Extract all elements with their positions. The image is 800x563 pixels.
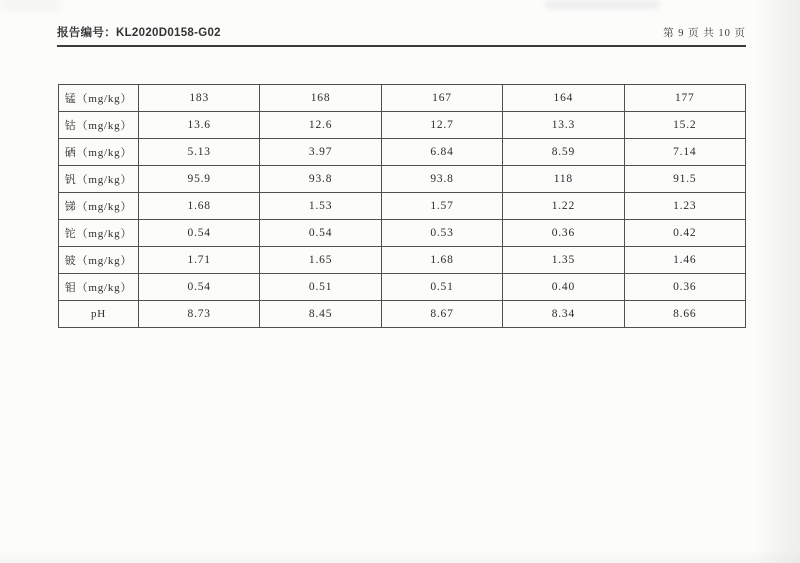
- report-number-label: 报告编号：: [57, 27, 116, 39]
- measurement-table-body: [59, 85, 746, 328]
- value-cell: 93.8: [381, 166, 502, 193]
- row-label: 硒（mg/kg）: [59, 139, 139, 166]
- value-cell: 8.59: [503, 139, 624, 166]
- value-cell: 0.54: [139, 220, 260, 247]
- value-cell: 8.66: [624, 301, 745, 328]
- value-cell: 0.51: [260, 274, 381, 301]
- value-cell: 164: [503, 85, 624, 112]
- value-cell: 1.68: [381, 247, 502, 274]
- value-cell: 0.53: [381, 220, 502, 247]
- value-cell: 0.54: [260, 220, 381, 247]
- value-cell: 95.9: [139, 166, 260, 193]
- value-cell: 1.35: [503, 247, 624, 274]
- value-cell: 3.97: [260, 139, 381, 166]
- value-cell: 91.5: [624, 166, 745, 193]
- table-row: [59, 112, 746, 139]
- value-cell: 13.6: [139, 112, 260, 139]
- value-cell: 1.57: [381, 193, 502, 220]
- scan-smudge-corner: [0, 0, 60, 10]
- row-label: 铊（mg/kg）: [59, 220, 139, 247]
- value-cell: 0.54: [139, 274, 260, 301]
- page-header: [57, 24, 746, 40]
- value-cell: 15.2: [624, 112, 745, 139]
- value-cell: 1.68: [139, 193, 260, 220]
- value-cell: 0.51: [381, 274, 502, 301]
- value-cell: 12.6: [260, 112, 381, 139]
- table-row: [59, 139, 746, 166]
- value-cell: 167: [381, 85, 502, 112]
- value-cell: 177: [624, 85, 745, 112]
- table-row: [59, 220, 746, 247]
- value-cell: 6.84: [381, 139, 502, 166]
- value-cell: 183: [139, 85, 260, 112]
- table-row: [59, 274, 746, 301]
- value-cell: 1.23: [624, 193, 745, 220]
- row-label: pH: [59, 301, 139, 328]
- value-cell: 0.36: [503, 220, 624, 247]
- value-cell: 13.3: [503, 112, 624, 139]
- table-row: [59, 301, 746, 328]
- row-label: 锰（mg/kg）: [59, 85, 139, 112]
- value-cell: 168: [260, 85, 381, 112]
- page-indicator: 第 9 页 共 10 页: [663, 28, 746, 39]
- value-cell: 1.53: [260, 193, 381, 220]
- table-row: [59, 166, 746, 193]
- value-cell: 118: [503, 166, 624, 193]
- value-cell: 0.42: [624, 220, 745, 247]
- value-cell: 8.34: [503, 301, 624, 328]
- value-cell: 0.40: [503, 274, 624, 301]
- report-number: [57, 24, 221, 40]
- scan-edge-shadow-right: [755, 0, 800, 563]
- row-label: 锑（mg/kg）: [59, 193, 139, 220]
- value-cell: 8.73: [139, 301, 260, 328]
- value-cell: 1.71: [139, 247, 260, 274]
- row-label: 钼（mg/kg）: [59, 274, 139, 301]
- value-cell: 12.7: [381, 112, 502, 139]
- report-number-value: KL2020D0158-G02: [116, 27, 221, 39]
- row-label: 钴（mg/kg）: [59, 112, 139, 139]
- table-row: [59, 247, 746, 274]
- header-divider-line: [57, 45, 746, 47]
- value-cell: 1.46: [624, 247, 745, 274]
- measurement-table: [58, 84, 746, 328]
- table-row: [59, 85, 746, 112]
- table-row: [59, 193, 746, 220]
- scan-bleedthrough-mark: [545, 1, 660, 8]
- row-label: 钒（mg/kg）: [59, 166, 139, 193]
- value-cell: 1.65: [260, 247, 381, 274]
- value-cell: 93.8: [260, 166, 381, 193]
- row-label: 铍（mg/kg）: [59, 247, 139, 274]
- value-cell: 0.36: [624, 274, 745, 301]
- value-cell: 7.14: [624, 139, 745, 166]
- value-cell: 8.45: [260, 301, 381, 328]
- value-cell: 8.67: [381, 301, 502, 328]
- scan-edge-shadow-bottom: [0, 549, 800, 563]
- value-cell: 1.22: [503, 193, 624, 220]
- value-cell: 5.13: [139, 139, 260, 166]
